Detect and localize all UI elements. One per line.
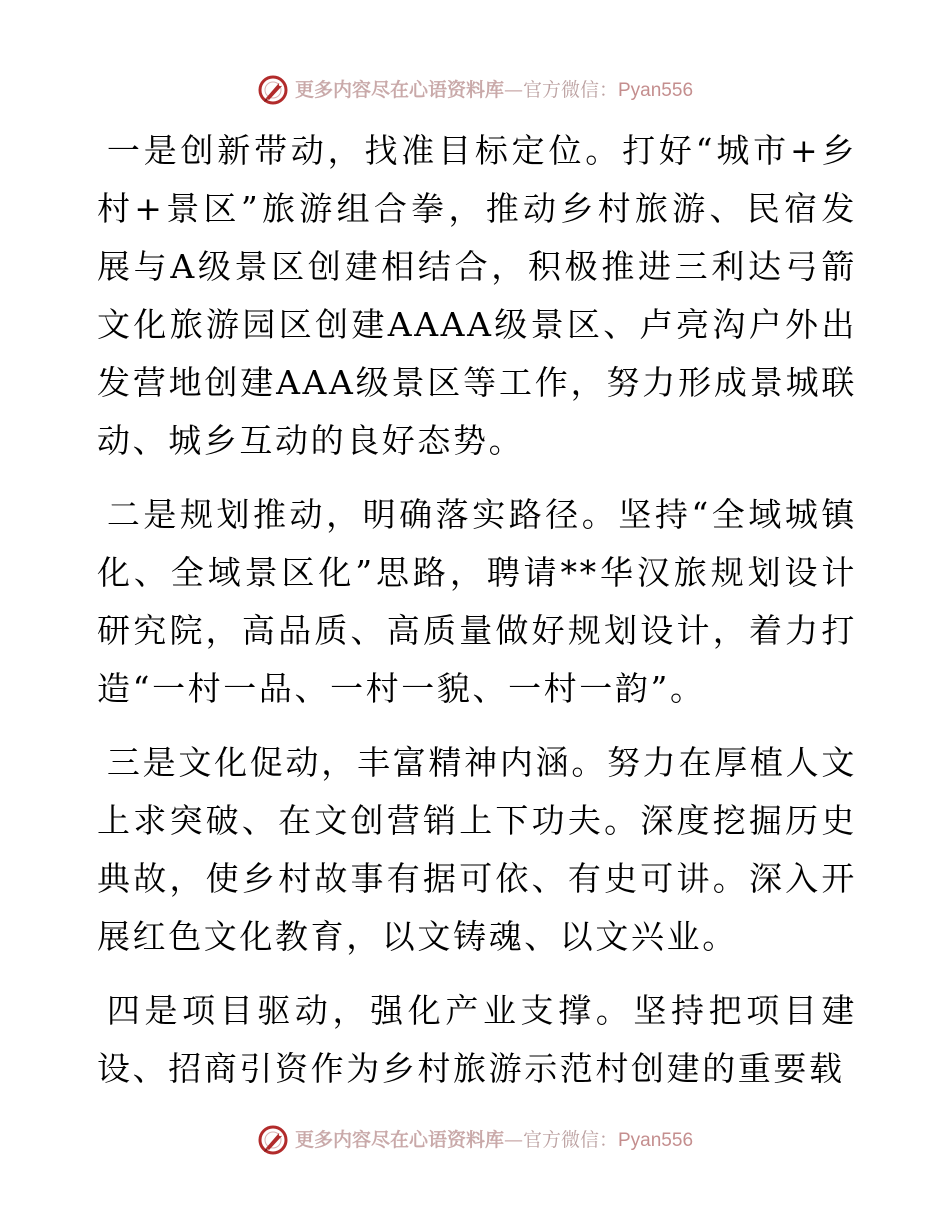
document-body <box>97 122 857 1114</box>
pen-logo-icon <box>257 1124 289 1156</box>
banner-text <box>294 1128 694 1151</box>
banner-site-name: 更多内容尽在心语资料库 <box>294 1128 504 1151</box>
banner-wechat-label: 官方微信： <box>522 78 618 101</box>
banner-wechat-id: Pyan556 <box>618 1129 694 1151</box>
pen-logo-icon <box>257 74 289 106</box>
banner-separator: — <box>503 78 523 101</box>
paragraph-3: 三是文化促动，丰富精神内涵。努力在厚植人文上求突破、在文创营销上下功夫。深度挖掘历史典故，使乡村故事有据可依、有史可讲。深入开展红色文化教育，以文铸魂、以文兴业。 <box>97 743 857 956</box>
banner-text <box>294 78 694 101</box>
footer-banner <box>0 1120 950 1160</box>
banner-wechat-id: Pyan556 <box>618 79 694 101</box>
paragraph-1: 一是创新带动，找准目标定位。打好“城市+乡村+景区”旅游组合拳，推动乡村旅游、民宿发展与A级景区创建相结合，积极推进三利达弓箭文化旅游园区创建AAAA级景区、卢亮沟户外出发营地创建AAA级景区等工作，努力形成景城联动、城乡互动的良好态势。 <box>97 131 857 460</box>
banner-separator: — <box>503 1128 523 1151</box>
paragraph-4: 四是项目驱动，强化产业支撑。坚持把项目建设、招商引资作为乡村旅游示范村创建的重要载 <box>97 991 857 1088</box>
banner-site-name: 更多内容尽在心语资料库 <box>294 78 504 101</box>
paragraph-2: 二是规划推动，明确落实路径。坚持“全域城镇化、全域景区化”思路，聘请**华汉旅规划设计研究院，高品质、高质量做好规划设计，着力打造“一村一品、一村一貌、一村一韵”。 <box>97 495 857 708</box>
banner-wechat-label: 官方微信： <box>522 1128 618 1151</box>
header-banner <box>0 70 950 110</box>
